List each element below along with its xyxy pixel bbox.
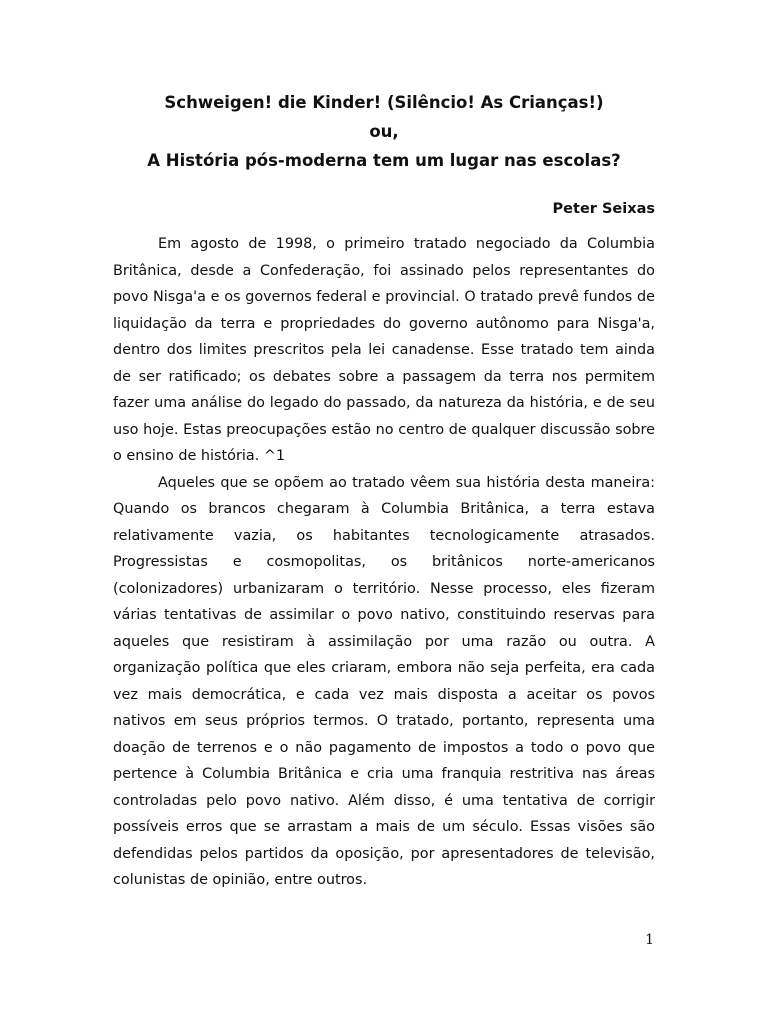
author-name: Peter Seixas [552,201,655,217]
paragraph-1: Em agosto de 1998, o primeiro tratado negociado da Columbia Britânica, desde a Confederação, foi assinado pelos representantes do povo Nisga'a e os governos federal e provincial. O tratado prevê fundos de liquidação da terra e propriedades do governo autônomo para Nisga'a, dentro dos limites prescritos pela lei canadense. Esse tratado tem ainda de ser ratificado; os debates sobre a passagem da terra nos permitem fazer uma análise do legado do passado, da natureza da história, e de seu uso hoje. Estas preocupações estão no centro de qualquer discussão sobre o ensino de história. ^1 [113,236,655,464]
page-number: 1 [645,932,654,948]
title-line-2: ou, [369,122,399,141]
title-line-1: Schweigen! die Kinder! (Silêncio! As Crianças!) [164,93,604,112]
body-text [113,231,655,894]
title-line-3: A História pós-moderna tem um lugar nas escolas? [147,151,621,170]
title-block [0,88,768,175]
paragraph-2: Aqueles que se opõem ao tratado vêem sua história desta maneira: Quando os brancos chegaram à Columbia Britânica, a terra estava relativamente vazia, os habitantes tecnologicamente atrasados. Progressistas e cosmopolitas, os britânicos norte-americanos (colonizadores) urbanizaram o território. Nesse processo, eles fizeram várias tentativas de assimilar o povo nativo, constituindo reservas para aqueles que resistiram à assimilação por uma razão ou outra. A organização política que eles criaram, embora não seja perfeita, era cada vez mais democrática, e cada vez mais disposta a aceitar os povos nativos em seus próprios termos. O tratado, portanto, representa uma doação de terrenos e o não pagamento de impostos a todo o povo que pertence à Columbia Britânica e cria uma franquia restritiva nas áreas controladas pelo povo nativo. Além disso, é uma tentativa de corrigir possíveis erros que se arrastam a mais de um século. Essas visões são defendidas pelos partidos da oposição, por apresentadores de televisão, colunistas de opinião, entre outros. [113,474,655,888]
